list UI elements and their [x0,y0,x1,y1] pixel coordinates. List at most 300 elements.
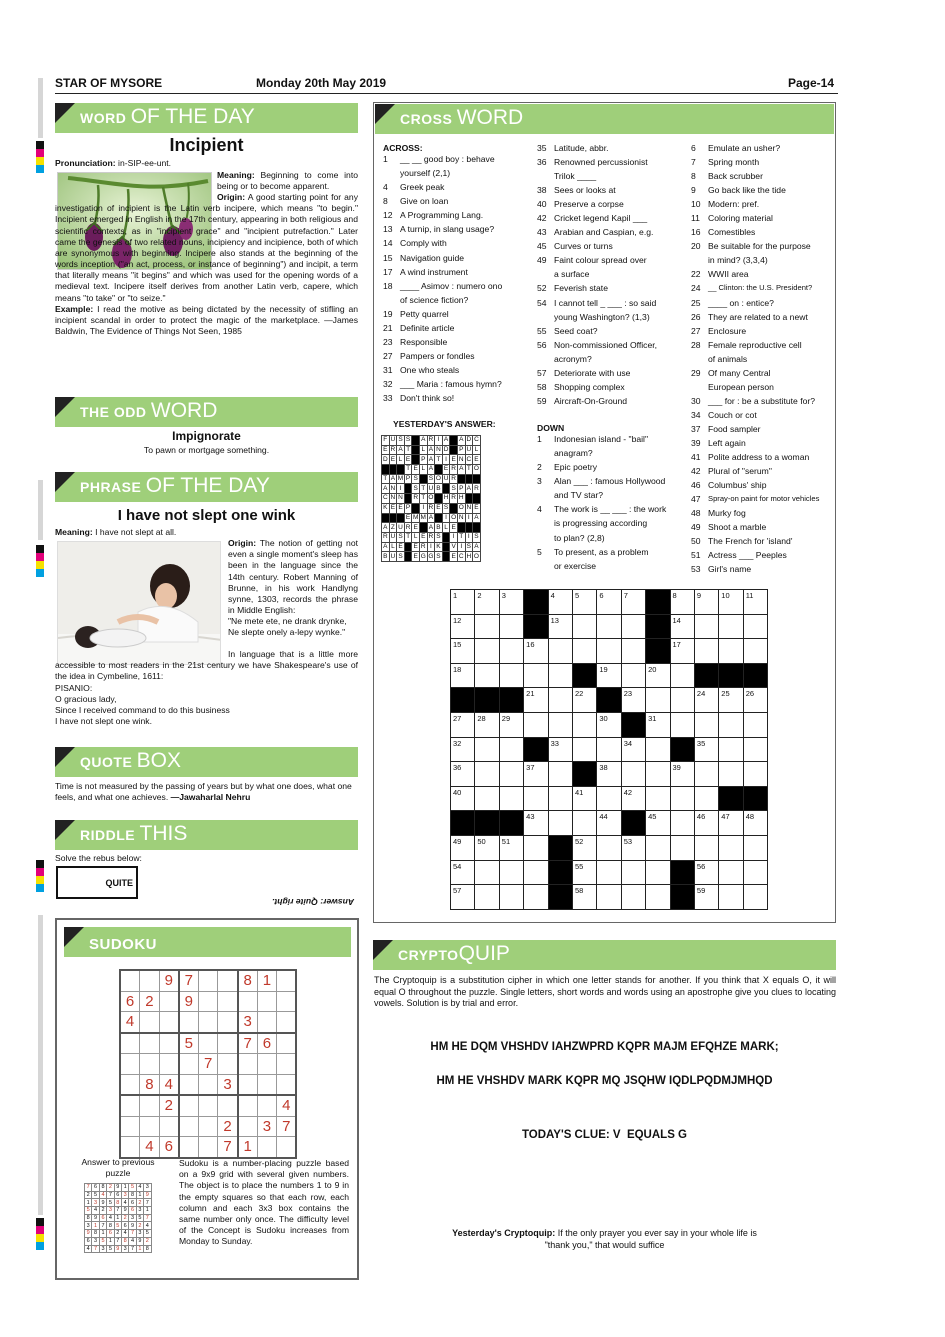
crossword-cell[interactable]: 30 [597,712,621,737]
clue-text: European person [708,381,774,392]
crossword-cell[interactable] [719,762,743,787]
crossword-cell[interactable] [694,614,718,639]
crossword-cell[interactable]: 33 [548,737,572,762]
crossword-cell[interactable] [548,811,572,836]
crossword-cell[interactable]: 51 [499,835,523,860]
crossword-cell[interactable] [524,786,548,811]
crossword-cell[interactable]: 8 [670,590,694,615]
clue-text: __ __ good boy : behave [400,154,495,165]
answer-letter: Z [390,523,395,531]
sudoku-cell[interactable] [218,1012,238,1033]
crossword-cell[interactable]: 58 [572,885,596,910]
crossword-cell[interactable] [524,885,548,910]
crossword-cell[interactable] [499,639,523,664]
crossword-cell[interactable]: 9 [694,590,718,615]
sudoku-cell[interactable] [238,1116,258,1137]
crossword-cell[interactable] [572,639,596,664]
crossword-cell[interactable]: 7 [621,590,645,615]
crossword-cell[interactable] [524,860,548,885]
crossword-cell[interactable] [499,786,523,811]
crossword-cell[interactable]: 48 [743,811,767,836]
answer-letter: R [405,523,411,531]
clue-text: acronym? [554,353,592,364]
crossword-cell[interactable]: 52 [572,835,596,860]
clue-number: 29 [691,367,701,378]
crossword-cell[interactable]: 42 [621,786,645,811]
black-square [694,663,718,688]
sudoku-cell[interactable] [179,1095,199,1116]
crossword-cell[interactable] [524,663,548,688]
crossword-cell[interactable] [743,712,767,737]
crossword-cell[interactable]: 22 [572,688,596,713]
crossword-cell[interactable] [597,835,621,860]
answer-letter: R [474,484,479,492]
clue-text: Sees or looks at [554,185,616,196]
crossword-cell[interactable] [475,786,499,811]
prev-sudoku-cell: 1 [99,1230,106,1238]
sudoku-cell[interactable] [277,1012,297,1033]
sudoku-cell[interactable]: 1 [238,1137,258,1158]
sudoku-cell[interactable]: 8 [140,1074,160,1095]
word-title: Incipient [169,135,244,155]
crossword-cell[interactable] [572,614,596,639]
sudoku-cell[interactable] [140,1012,160,1033]
crossword-cell[interactable] [670,786,694,811]
crossword-cell[interactable] [548,712,572,737]
black-square [389,513,397,523]
crossword-cell[interactable] [475,614,499,639]
sudoku-cell[interactable]: 9 [159,970,179,991]
sudoku-cell[interactable] [238,1054,258,1075]
clue-number: 52 [537,283,547,294]
crossword-cell[interactable]: 29 [499,712,523,737]
answer-letter: E [443,465,449,473]
black-square [412,503,420,513]
crossword-cell[interactable]: 55 [572,860,596,885]
crossword-cell[interactable]: 59 [694,885,718,910]
crossword-cell[interactable]: 14 [670,614,694,639]
sudoku-cell[interactable] [198,970,218,991]
crossword-cell[interactable]: 10 [719,590,743,615]
crossword-cell[interactable] [475,860,499,885]
sudoku-cell[interactable] [257,1054,277,1075]
crossword-cell[interactable] [548,639,572,664]
clue-item [691,452,836,466]
crossword-cell[interactable] [597,614,621,639]
answer-letter: A [443,436,449,444]
sudoku-cell[interactable]: 6 [120,991,140,1012]
crossword-cell[interactable] [743,885,767,910]
crossword-cell[interactable]: 40 [451,786,475,811]
crossword-cell[interactable] [646,786,670,811]
crossword-cell[interactable]: 16 [524,639,548,664]
crossword-cell[interactable] [548,663,572,688]
crossword-cell[interactable] [694,762,718,787]
crossword-cell[interactable]: 49 [451,835,475,860]
sudoku-cell[interactable] [218,1033,238,1054]
crossword-cell[interactable]: 17 [670,639,694,664]
sudoku-cell[interactable] [140,970,160,991]
crossword-cell[interactable] [646,688,670,713]
answer-letter: D [466,436,472,444]
answer-letter: I [442,455,450,465]
crossword-cell[interactable]: 45 [646,811,670,836]
crossword-cell[interactable] [499,663,523,688]
crossword-cell[interactable] [719,639,743,664]
sudoku-cell[interactable]: 4 [120,1012,140,1033]
sudoku-cell[interactable]: 9 [179,991,199,1012]
crossword-cell[interactable] [670,663,694,688]
sudoku-cell[interactable] [120,970,140,991]
crossword-cell[interactable] [572,811,596,836]
clue-item [383,168,533,182]
clue-item [537,312,687,326]
crossword-cell[interactable]: 31 [646,712,670,737]
clue-item [537,298,687,312]
prev-sudoku-cell: 4 [99,1191,106,1199]
sudoku-cell[interactable] [179,1116,199,1137]
sudoku-cell[interactable] [277,1054,297,1075]
crossword-cell[interactable] [719,885,743,910]
crossword-cell[interactable] [597,885,621,910]
sudoku-cell[interactable] [179,1012,199,1033]
sudoku-cell[interactable] [218,1095,238,1116]
clue-number: 25 [691,297,701,308]
black-square [419,474,427,484]
crossword-cell[interactable]: 54 [451,860,475,885]
crossword-cell[interactable] [621,885,645,910]
crossword-grid[interactable] [450,589,768,910]
sudoku-cell[interactable] [198,1137,218,1158]
phrase-line: I have not slept one wink. [55,716,152,727]
answer-letter: I [450,532,458,542]
crossword-cell[interactable] [475,762,499,787]
crossword-cell[interactable]: 36 [451,762,475,787]
sudoku-cell[interactable] [159,991,179,1012]
clue-number: 20 [691,241,701,252]
crossword-cell[interactable] [475,737,499,762]
crossword-cell[interactable] [499,885,523,910]
sudoku-cell[interactable] [257,1137,277,1158]
prev-sudoku-cell: 5 [136,1214,143,1222]
prev-sudoku-cell: 7 [114,1207,121,1215]
sudoku-cell[interactable] [198,1095,218,1116]
crossword-cell[interactable]: 13 [548,614,572,639]
sudoku-cell[interactable]: 6 [159,1137,179,1158]
sudoku-cell[interactable] [238,1074,258,1095]
crossword-cell[interactable] [719,737,743,762]
crossword-cell[interactable] [499,762,523,787]
clue-item [383,238,533,252]
sudoku-cell[interactable]: 4 [277,1095,297,1116]
crossword-cell[interactable] [719,614,743,639]
sudoku-cell[interactable]: 7 [179,970,199,991]
crossword-cell[interactable] [670,688,694,713]
crossword-cell[interactable]: 15 [451,639,475,664]
crossword-cell[interactable]: 57 [451,885,475,910]
sudoku-cell[interactable] [257,1095,277,1116]
answer-letter: G [420,552,426,560]
sudoku-cell[interactable] [277,1074,297,1095]
crossword-cell[interactable]: 12 [451,614,475,639]
answer-letter: R [428,436,434,444]
sudoku-cell[interactable]: 1 [257,970,277,991]
crossword-cell[interactable] [670,811,694,836]
sudoku-cell[interactable] [198,1012,218,1033]
crossword-cell[interactable]: 20 [646,663,670,688]
sudoku-cell[interactable] [120,1033,140,1054]
clue-text: The French for 'island' [708,536,793,547]
sudoku-cell[interactable] [159,1116,179,1137]
crossword-cell[interactable] [743,737,767,762]
crossword-cell[interactable]: 34 [621,737,645,762]
sudoku-cell[interactable] [198,1074,218,1095]
clue-number: 46 [691,480,701,491]
crossword-cell[interactable]: 47 [719,811,743,836]
crossword-cell[interactable]: 25 [719,688,743,713]
answer-letter: R [451,475,456,483]
crossword-cell[interactable] [572,712,596,737]
crossword-cell[interactable] [646,762,670,787]
crossword-cell[interactable] [646,885,670,910]
sudoku-cell[interactable] [140,1054,160,1075]
sudoku-cell[interactable] [120,1137,140,1158]
crossword-cell[interactable]: 44 [597,811,621,836]
crossword-cell[interactable] [524,835,548,860]
answer-letter: U [443,475,449,483]
crossword-cell[interactable] [646,737,670,762]
sudoku-cell[interactable]: 3 [257,1116,277,1137]
sudoku-cell[interactable]: 6 [257,1033,277,1054]
sudoku-cell[interactable] [140,1095,160,1116]
answer-letter: S [398,533,403,541]
crossword-cell[interactable] [597,737,621,762]
answer-letter: I [397,484,405,494]
crossword-cell[interactable] [548,786,572,811]
sudoku-cell[interactable] [277,991,297,1012]
crossword-cell[interactable]: 23 [621,688,645,713]
crossword-cell[interactable] [670,835,694,860]
crossword-cell[interactable] [621,762,645,787]
crossword-cell[interactable] [743,860,767,885]
crossword-cell[interactable] [499,614,523,639]
crossword-cell[interactable]: 53 [621,835,645,860]
sudoku-cell[interactable] [179,1074,199,1095]
answer-letter: T [459,533,464,541]
crossword-cell[interactable] [719,712,743,737]
sudoku-cell[interactable] [159,1012,179,1033]
sudoku-cell[interactable] [277,970,297,991]
crossword-cell[interactable] [499,860,523,885]
prev-sudoku-cell: 4 [121,1199,128,1207]
prev-sudoku-cell: 7 [129,1245,136,1253]
crossword-cell[interactable]: 4 [548,590,572,615]
black-square [457,474,465,484]
crossword-cell[interactable]: 3 [499,590,523,615]
crossword-cell[interactable]: 24 [694,688,718,713]
clue-item [691,410,836,424]
sudoku-cell[interactable]: 2 [140,991,160,1012]
sudoku-cell[interactable] [198,1033,218,1054]
sudoku-cell[interactable]: 7 [198,1054,218,1075]
crossword-cell[interactable]: 26 [743,688,767,713]
crossword-cell[interactable] [475,885,499,910]
answer-letter: L [474,446,479,454]
sudoku-cell[interactable] [120,1116,140,1137]
sudoku-cell[interactable] [218,991,238,1012]
clue-item [383,281,533,295]
sudoku-cell[interactable]: 4 [140,1137,160,1158]
crossword-cell[interactable]: 28 [475,712,499,737]
crossword-cell[interactable] [694,639,718,664]
prev-sudoku-cell: 2 [136,1222,143,1230]
crossword-cell[interactable]: 39 [670,762,694,787]
crossword-cell[interactable] [572,737,596,762]
crossword-cell[interactable] [475,663,499,688]
crossword-cell[interactable]: 19 [597,663,621,688]
crossword-cell[interactable]: 21 [524,688,548,713]
sudoku-cell[interactable]: 2 [218,1116,238,1137]
clue-number: 26 [691,311,701,322]
prev-sudoku-cell: 9 [99,1199,106,1207]
crossword-cell[interactable]: 18 [451,663,475,688]
prev-sudoku-cell: 3 [136,1230,143,1238]
crossword-cell[interactable] [694,786,718,811]
sudoku-cell[interactable] [218,970,238,991]
crossword-cell[interactable]: 11 [743,590,767,615]
crossword-cell[interactable]: 6 [597,590,621,615]
crossword-cell[interactable] [743,639,767,664]
sudoku-cell[interactable]: 4 [159,1074,179,1095]
crossword-cell[interactable]: 46 [694,811,718,836]
crossword-cell[interactable] [548,762,572,787]
crossword-cell[interactable]: 32 [451,737,475,762]
crossword-cell[interactable]: 56 [694,860,718,885]
answer-letter: E [405,455,411,463]
sudoku-cell[interactable] [120,1095,140,1116]
sudoku-cell[interactable]: 7 [238,1033,258,1054]
black-square [442,532,450,542]
sudoku-cell[interactable] [257,1012,277,1033]
sudoku-cell[interactable] [140,1116,160,1137]
sudoku-cell[interactable]: 7 [218,1137,238,1158]
crossword-cell[interactable] [621,639,645,664]
prev-sudoku-cell: 7 [144,1214,151,1222]
black-square [442,552,450,562]
clue-number [691,354,708,368]
sudoku-cell[interactable] [140,1033,160,1054]
sudoku-cell[interactable] [198,991,218,1012]
crossword-cell[interactable]: 41 [572,786,596,811]
clue-item [691,480,836,494]
answer-letter: R [428,504,434,512]
prev-sudoku-cell: 5 [114,1222,121,1230]
crossword-cell[interactable]: 1 [451,590,475,615]
crossword-cell[interactable]: 38 [597,762,621,787]
crossword-cell[interactable]: 5 [572,590,596,615]
clue-item [537,241,687,255]
clue-text: Modern: pref. [708,199,760,210]
sudoku-cell[interactable] [238,1095,258,1116]
prev-sudoku-cell: 1 [144,1207,151,1215]
crossword-cell[interactable]: 43 [524,811,548,836]
crossword-cell[interactable] [597,639,621,664]
sudoku-cell[interactable] [120,1074,140,1095]
crossword-cell[interactable] [694,712,718,737]
crossword-cell[interactable]: 50 [475,835,499,860]
answer-letter: T [421,494,426,502]
crossword-cell[interactable] [743,614,767,639]
crossword-cell[interactable]: 2 [475,590,499,615]
sudoku-cell[interactable] [198,1116,218,1137]
crossword-cell[interactable]: 27 [451,712,475,737]
prev-sudoku-cell: 1 [85,1199,92,1207]
crossword-cell[interactable] [743,835,767,860]
sudoku-cell[interactable]: 8 [238,970,258,991]
sudoku-cell[interactable] [257,991,277,1012]
crossword-cell[interactable] [524,712,548,737]
sudoku-cell[interactable] [277,1137,297,1158]
clue-number: 4 [383,182,388,193]
sudoku-grid[interactable] [119,969,297,1159]
clue-item [537,434,687,448]
clue-item [537,547,687,561]
sudoku-cell[interactable]: 2 [159,1095,179,1116]
crossword-cell[interactable] [621,663,645,688]
prev-sudoku-cell: 1 [121,1184,128,1192]
crossword-cell[interactable] [621,860,645,885]
clue-text: in mind? (3,3,4) [708,255,768,266]
crossword-cell[interactable] [719,860,743,885]
crossword-cell[interactable] [743,762,767,787]
sudoku-cell[interactable] [120,1054,140,1075]
black-square [397,465,405,475]
crossword-cell[interactable] [694,835,718,860]
sudoku-cell[interactable] [277,1033,297,1054]
sudoku-cell[interactable]: 7 [277,1116,297,1137]
sudoku-cell[interactable]: 3 [218,1074,238,1095]
crossword-cell[interactable]: 37 [524,762,548,787]
crossword-cell[interactable] [670,712,694,737]
crossword-cell[interactable] [646,860,670,885]
crossword-cell[interactable] [646,835,670,860]
sudoku-cell[interactable] [218,1054,238,1075]
crossword-cell[interactable] [621,614,645,639]
crossword-cell[interactable] [597,860,621,885]
sudoku-cell[interactable]: 3 [238,1012,258,1033]
sudoku-cell[interactable] [159,1054,179,1075]
sudoku-cell[interactable] [238,991,258,1012]
clue-item [537,171,687,185]
sudoku-cell[interactable] [257,1074,277,1095]
black-square [450,436,458,446]
answer-letter: M [412,513,419,521]
sudoku-cell[interactable] [159,1033,179,1054]
crossword-cell[interactable] [499,737,523,762]
crossword-cell[interactable]: 35 [694,737,718,762]
prev-sudoku-cell: 3 [107,1207,114,1215]
registration-strip-lower [36,860,44,892]
clue-text: Deteriorate with use [554,367,631,378]
crossword-cell[interactable] [597,786,621,811]
crossword-cell[interactable] [719,835,743,860]
sudoku-cell[interactable] [179,1054,199,1075]
crossword-cell[interactable] [548,688,572,713]
sudoku-cell[interactable] [179,1137,199,1158]
sudoku-cell[interactable]: 5 [179,1033,199,1054]
clue-number [537,269,554,283]
crossword-cell[interactable] [475,639,499,664]
